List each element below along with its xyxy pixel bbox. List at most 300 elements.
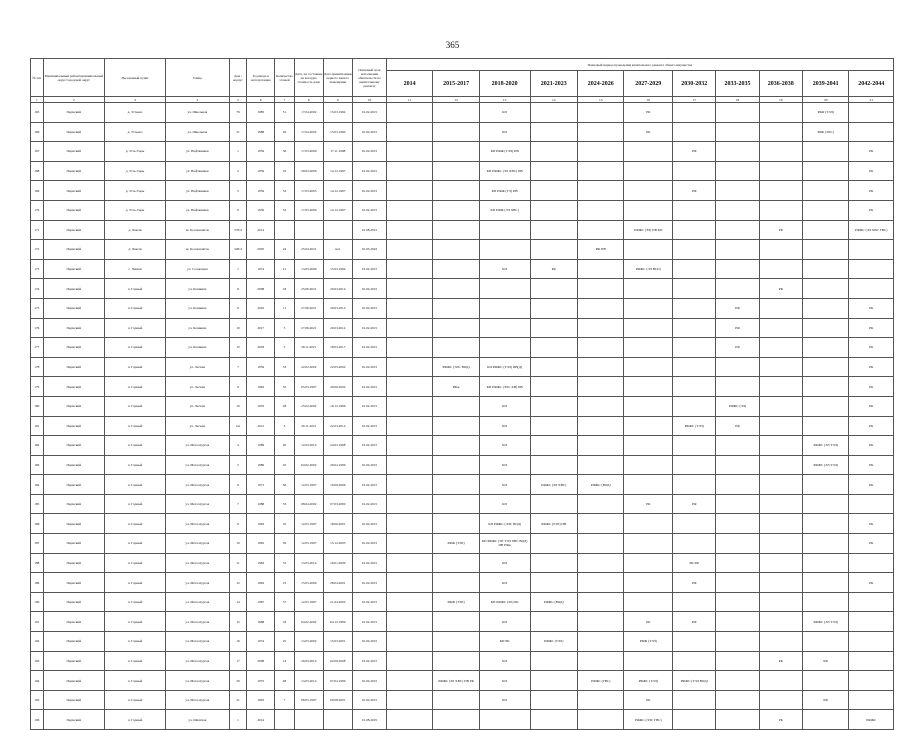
cell-period bbox=[802, 396, 848, 416]
cell-period bbox=[530, 396, 578, 416]
cell-period bbox=[386, 494, 432, 514]
cell-floors: 37 bbox=[274, 592, 294, 612]
cell-date-2: 15.03.1994 bbox=[323, 259, 353, 279]
cell-period: КП РФЖС (ТЭЛ) ПВ(Д) bbox=[479, 357, 530, 377]
cell-period bbox=[716, 103, 759, 123]
cell-period bbox=[849, 671, 894, 691]
cell-period bbox=[716, 475, 759, 495]
cell-period: КП РФЖ (ТЭ) ПВ bbox=[479, 181, 530, 201]
cell-house: 10 bbox=[229, 534, 247, 554]
cell-street: ул. Кошкина bbox=[166, 338, 229, 358]
cell-street: ул. Металлургов bbox=[166, 690, 229, 710]
cell-period bbox=[716, 122, 759, 142]
cell-house: 10 bbox=[229, 396, 247, 416]
cell-period: РК bbox=[849, 181, 894, 201]
cell-period bbox=[578, 514, 624, 534]
cell-year: 2014 bbox=[247, 220, 274, 240]
cell-settlement: п. Горный bbox=[104, 377, 165, 397]
table-row bbox=[31, 573, 894, 593]
cell-date-1: 22.02.2002 bbox=[295, 357, 324, 377]
cell-period bbox=[433, 455, 479, 475]
cell-period bbox=[673, 240, 716, 260]
cell-street: ул. Нефтяников bbox=[166, 142, 229, 162]
cell-num: 181 bbox=[31, 416, 44, 436]
cell-term: 01.02.2015 bbox=[353, 436, 387, 456]
cell-period: РФЖС (ВОД) bbox=[530, 592, 578, 612]
cell-period bbox=[386, 710, 432, 730]
cell-floors: 51 bbox=[274, 103, 294, 123]
cell-settlement: п. Горный bbox=[104, 455, 165, 475]
cell-year: 1975 bbox=[247, 671, 274, 691]
cell-period bbox=[716, 710, 759, 730]
cell-term: 01.08.2021 bbox=[353, 220, 387, 240]
cell-period bbox=[386, 200, 432, 220]
cell-house: 1 bbox=[229, 710, 247, 730]
cell-period bbox=[716, 651, 759, 671]
cell-house: 14 bbox=[229, 592, 247, 612]
cell-period bbox=[802, 573, 848, 593]
cell-period: РК РФ bbox=[673, 553, 716, 573]
cell-period bbox=[530, 671, 578, 691]
cell-period: РФ bbox=[673, 181, 716, 201]
cell-year: 2018 bbox=[247, 338, 274, 358]
cell-period bbox=[673, 161, 716, 181]
cell-period: РФЖ (ТЭЛ) bbox=[433, 592, 479, 612]
cell-period bbox=[433, 396, 479, 416]
cell-date-2: 20.03.2014 bbox=[323, 279, 353, 299]
cell-period bbox=[624, 279, 673, 299]
cell-period bbox=[759, 142, 802, 162]
cell-period bbox=[386, 553, 432, 573]
cell-period bbox=[849, 122, 894, 142]
cell-period bbox=[578, 455, 624, 475]
cell-period: КП РФЖС (ЭЛС ХВ) ПВ bbox=[479, 377, 530, 397]
cell-period bbox=[433, 612, 479, 632]
cell-period bbox=[802, 259, 848, 279]
cell-period bbox=[759, 122, 802, 142]
cell-period: РФЖС (ТЭЛ) ПВ bbox=[530, 514, 578, 534]
cell-period bbox=[530, 220, 578, 240]
cell-floors: 18 bbox=[274, 279, 294, 299]
cell-period bbox=[386, 220, 432, 240]
cell-period: РК bbox=[759, 651, 802, 671]
cell-house: 1 bbox=[229, 142, 247, 162]
cell-period bbox=[530, 122, 578, 142]
cell-period bbox=[759, 690, 802, 710]
cell-street: ул. Металлургов bbox=[166, 592, 229, 612]
cell-floors: 10 bbox=[274, 514, 294, 534]
cell-period: РФ bbox=[716, 338, 759, 358]
cell-period bbox=[530, 690, 578, 710]
cell-period bbox=[433, 122, 479, 142]
cell-period bbox=[624, 357, 673, 377]
cell-period bbox=[530, 534, 578, 554]
cell-house: 7 bbox=[229, 494, 247, 514]
column-number: 9 bbox=[323, 97, 353, 103]
column-number: 21 bbox=[849, 97, 894, 103]
cell-date-1: 15.03.2006 bbox=[295, 573, 324, 593]
cell-term: 01.08.2025 bbox=[353, 710, 387, 730]
table-row bbox=[31, 240, 894, 260]
cell-district: Пермский bbox=[43, 690, 104, 710]
cell-date-2: 15.03.1994 bbox=[323, 103, 353, 123]
cell-period bbox=[802, 357, 848, 377]
cell-period bbox=[386, 514, 432, 534]
cell-period bbox=[759, 338, 802, 358]
col-date-2: Дата приватизации первого жилого помещения bbox=[323, 59, 353, 97]
cell-district: Пермский bbox=[43, 436, 104, 456]
cell-period bbox=[624, 534, 673, 554]
cell-period bbox=[759, 396, 802, 416]
cell-district: Пермский bbox=[43, 592, 104, 612]
cell-period bbox=[479, 240, 530, 260]
cell-period bbox=[759, 200, 802, 220]
cell-period: РК bbox=[849, 318, 894, 338]
cell-period bbox=[624, 318, 673, 338]
cell-period bbox=[433, 338, 479, 358]
cell-period bbox=[673, 455, 716, 475]
cell-period bbox=[802, 671, 848, 691]
cell-period bbox=[433, 220, 479, 240]
cell-floors: 32 bbox=[274, 377, 294, 397]
cell-period bbox=[802, 200, 848, 220]
cell-settlement: п. Горный bbox=[104, 357, 165, 377]
cell-settlement: п. Горный bbox=[104, 514, 165, 534]
cell-period: РФЖС (ЭЛ ХВС) bbox=[530, 475, 578, 495]
cell-period bbox=[578, 710, 624, 730]
cell-street: ул. Металлургов bbox=[166, 671, 229, 691]
cell-num: 173 bbox=[31, 259, 44, 279]
cell-district: Пермский bbox=[43, 240, 104, 260]
cell-district: Пермский bbox=[43, 612, 104, 632]
cell-term: 01.02.2015 bbox=[353, 592, 387, 612]
cell-settlement: п. Горный bbox=[104, 690, 165, 710]
cell-period: РФЖС (ТЭЛ ВОД) bbox=[673, 671, 716, 691]
cell-term: 01.02.2015 bbox=[353, 690, 387, 710]
cell-period bbox=[759, 455, 802, 475]
cell-period bbox=[578, 200, 624, 220]
cell-period bbox=[716, 181, 759, 201]
cell-period bbox=[849, 690, 894, 710]
cell-term: 01.02.2015 bbox=[353, 338, 387, 358]
cell-street: ул. Металлургов bbox=[166, 632, 229, 652]
column-number: 13 bbox=[479, 97, 530, 103]
cell-period bbox=[530, 142, 578, 162]
cell-term: 01.02.2015 bbox=[353, 573, 387, 593]
cell-period bbox=[759, 612, 802, 632]
cell-street: ул. Школьная bbox=[166, 122, 229, 142]
cell-year: 2016 bbox=[247, 298, 274, 318]
cell-district: Пермский bbox=[43, 396, 104, 416]
cell-period bbox=[802, 592, 848, 612]
cell-period bbox=[530, 279, 578, 299]
cell-period bbox=[578, 259, 624, 279]
cell-date-2: 02.09.2008 bbox=[323, 651, 353, 671]
cell-period bbox=[716, 671, 759, 691]
cell-period: РКФ (ЭЛС) bbox=[802, 122, 848, 142]
cell-house: 326/4 bbox=[229, 240, 247, 260]
cell-date-1 bbox=[295, 710, 324, 730]
cell-period bbox=[624, 651, 673, 671]
cell-year: 1959 bbox=[247, 181, 274, 201]
cell-street: ул. Школьная bbox=[166, 103, 229, 123]
cell-settlement: д. Хмели bbox=[104, 220, 165, 240]
cell-period: РФЖ (ТЭЛ) bbox=[624, 632, 673, 652]
cell-district: Пермский bbox=[43, 200, 104, 220]
cell-date-1: 12.03.1997 bbox=[295, 592, 324, 612]
cell-period bbox=[759, 181, 802, 201]
cell-settlement: д. Усть-Тары bbox=[104, 200, 165, 220]
cell-term: 01.02.2015 bbox=[353, 632, 387, 652]
cell-date-1: 13.03.2009 bbox=[295, 259, 324, 279]
cell-date-2: 24.03.1998 bbox=[323, 436, 353, 456]
cell-district: Пермский bbox=[43, 416, 104, 436]
cell-year: 1989 bbox=[247, 436, 274, 456]
cell-term: 01.02.2015 bbox=[353, 455, 387, 475]
column-number: 3 bbox=[104, 97, 165, 103]
cell-date-2: 07.04.1999 bbox=[323, 671, 353, 691]
cell-num: 165 bbox=[31, 103, 44, 123]
cell-num: 167 bbox=[31, 142, 44, 162]
cell-period bbox=[578, 357, 624, 377]
cell-floors: 31 bbox=[274, 553, 294, 573]
cell-period: КП РК bbox=[479, 632, 530, 652]
cell-num: 196 bbox=[31, 710, 44, 730]
cell-period bbox=[433, 436, 479, 456]
cell-num: 190 bbox=[31, 592, 44, 612]
cell-period bbox=[433, 690, 479, 710]
cell-period: РФ bbox=[673, 573, 716, 593]
column-number: 11 bbox=[386, 97, 432, 103]
cell-period: КП РФЖС (ЭЛ ТЭЛ ХВС ВОД) ПВ РФж bbox=[479, 534, 530, 554]
cell-period: РК bbox=[849, 436, 894, 456]
col-date-1: Дата, на состояние на которую стоимость дана bbox=[295, 59, 324, 97]
cell-period bbox=[386, 612, 432, 632]
cell-term: 01.02.2015 bbox=[353, 553, 387, 573]
cell-period bbox=[802, 181, 848, 201]
cell-period bbox=[759, 318, 802, 338]
cell-year: 1971 bbox=[247, 475, 274, 495]
cell-period bbox=[673, 200, 716, 220]
col-year-period: 2036-2038 bbox=[759, 71, 802, 97]
cell-house: 12 bbox=[229, 338, 247, 358]
cell-period bbox=[802, 494, 848, 514]
cell-period bbox=[479, 220, 530, 240]
cell-street: ул. Металлургов bbox=[166, 494, 229, 514]
cell-date-2: 14.12.1997 bbox=[323, 200, 353, 220]
cell-period bbox=[759, 161, 802, 181]
cell-period bbox=[849, 592, 894, 612]
table-row bbox=[31, 142, 894, 162]
cell-period bbox=[578, 396, 624, 416]
cell-period bbox=[530, 181, 578, 201]
cell-num: 194 bbox=[31, 671, 44, 691]
column-number: 14 bbox=[530, 97, 578, 103]
cell-period bbox=[716, 494, 759, 514]
cell-term: 01.02.2015 bbox=[353, 651, 387, 671]
cell-house: 11 bbox=[229, 553, 247, 573]
cell-floors: 14 bbox=[274, 651, 294, 671]
cell-district: Пермский bbox=[43, 103, 104, 123]
cell-period: РК bbox=[849, 455, 894, 475]
cell-period bbox=[802, 240, 848, 260]
cell-period bbox=[673, 298, 716, 318]
cell-period bbox=[716, 259, 759, 279]
cell-date-1: 25.04.2021 bbox=[295, 240, 324, 260]
cell-floors: 33 bbox=[274, 357, 294, 377]
cell-district: Пермский bbox=[43, 298, 104, 318]
cell-num: 187 bbox=[31, 534, 44, 554]
cell-year: 1974 bbox=[247, 632, 274, 652]
cell-term: 01.03.2022 bbox=[353, 240, 387, 260]
cell-period bbox=[433, 573, 479, 593]
cell-house: 5 bbox=[229, 455, 247, 475]
column-number: 6 bbox=[247, 97, 274, 103]
cell-period: КП bbox=[479, 103, 530, 123]
cell-floors: 3 bbox=[274, 416, 294, 436]
cell-period bbox=[759, 534, 802, 554]
cell-date-1: 08.03.1997 bbox=[295, 690, 324, 710]
cell-date-2 bbox=[323, 220, 353, 240]
cell-district: Пермский bbox=[43, 651, 104, 671]
cell-date-1: 17.03.2005 bbox=[295, 181, 324, 201]
cell-period: РК bbox=[849, 142, 894, 162]
cell-period bbox=[386, 103, 432, 123]
cell-period: РФЖС (ЭЛ ТЭЛ) bbox=[802, 455, 848, 475]
table-row bbox=[31, 396, 894, 416]
cell-date-2: 10.09.2006 bbox=[323, 475, 353, 495]
cell-district: Пермский bbox=[43, 475, 104, 495]
cell-period: РК bbox=[849, 200, 894, 220]
cell-period: РК bbox=[849, 573, 894, 593]
cell-period: КП bbox=[479, 475, 530, 495]
cell-floors bbox=[274, 710, 294, 730]
cell-period bbox=[802, 416, 848, 436]
table-row bbox=[31, 553, 894, 573]
cell-period bbox=[578, 553, 624, 573]
col-year-period: 2027-2029 bbox=[624, 71, 673, 97]
table-row bbox=[31, 651, 894, 671]
column-number: 5 bbox=[229, 97, 247, 103]
cell-street: ул. Нефтяников bbox=[166, 161, 229, 181]
cell-period bbox=[624, 416, 673, 436]
cell-district: Пермский bbox=[43, 534, 104, 554]
cell-num: 192 bbox=[31, 632, 44, 652]
cell-house: 6 bbox=[229, 475, 247, 495]
cell-district: Пермский bbox=[43, 455, 104, 475]
table-row bbox=[31, 671, 894, 691]
cell-settlement: п. Горный bbox=[104, 671, 165, 691]
cell-period bbox=[716, 279, 759, 299]
cell-settlement: п. Горный bbox=[104, 396, 165, 416]
cell-house: 6 bbox=[229, 200, 247, 220]
cell-period: РК bbox=[849, 416, 894, 436]
cell-term: 01.02.2015 bbox=[353, 161, 387, 181]
cell-period bbox=[433, 181, 479, 201]
cell-district: Пермский bbox=[43, 357, 104, 377]
cell-date-2: 16.01.2000 bbox=[323, 553, 353, 573]
cell-house: 2 bbox=[229, 161, 247, 181]
cell-period bbox=[716, 377, 759, 397]
cell-period bbox=[759, 103, 802, 123]
cell-period bbox=[624, 514, 673, 534]
cell-period bbox=[578, 338, 624, 358]
cell-period bbox=[716, 240, 759, 260]
column-number: 17 bbox=[673, 97, 716, 103]
cell-period bbox=[759, 416, 802, 436]
cell-date-1: 29.11.2021 bbox=[295, 338, 324, 358]
cell-period: РК bbox=[624, 690, 673, 710]
cell-period bbox=[578, 220, 624, 240]
cell-date-2: 18.06.2001 bbox=[323, 514, 353, 534]
cell-district: Пермский bbox=[43, 318, 104, 338]
cell-period bbox=[578, 142, 624, 162]
col-year-period: 2033-2035 bbox=[716, 71, 759, 97]
cell-period: РФ bbox=[716, 298, 759, 318]
cell-date-2: 22.03.2014 bbox=[323, 416, 353, 436]
cell-floors: 26 bbox=[274, 122, 294, 142]
cell-period: РК bbox=[849, 338, 894, 358]
cell-street: ул. Лесная bbox=[166, 377, 229, 397]
cell-period bbox=[386, 416, 432, 436]
cell-date-1: 17.04.2002 bbox=[295, 122, 324, 142]
page-number: 365 bbox=[445, 40, 460, 50]
cell-period: КП РФЖС (ЭЛС ВОД) bbox=[479, 514, 530, 534]
cell-term: 01.02.2015 bbox=[353, 494, 387, 514]
cell-date-1: 12.03.1997 bbox=[295, 514, 324, 534]
cell-district: Пермский bbox=[43, 632, 104, 652]
cell-year: 1992 bbox=[247, 573, 274, 593]
cell-floors: 10 bbox=[274, 455, 294, 475]
cell-period: РФЖС (ТЭЛ) bbox=[530, 632, 578, 652]
table-row bbox=[31, 220, 894, 240]
cell-date-1: 29.03.2014 bbox=[295, 651, 324, 671]
cell-district: Пермский bbox=[43, 220, 104, 240]
table-row bbox=[31, 592, 894, 612]
cell-period bbox=[386, 240, 432, 260]
cell-period bbox=[386, 651, 432, 671]
cell-period bbox=[479, 298, 530, 318]
cell-period bbox=[624, 338, 673, 358]
column-number: 20 bbox=[802, 97, 848, 103]
cell-date-2: 16.12.1996 bbox=[323, 396, 353, 416]
cell-period bbox=[530, 494, 578, 514]
cell-street: ш. Космонавтов bbox=[166, 240, 229, 260]
cell-period bbox=[673, 632, 716, 652]
cell-period bbox=[386, 181, 432, 201]
cell-street: ул. Металлургов bbox=[166, 651, 229, 671]
cell-house: 15 bbox=[229, 612, 247, 632]
cell-street: ул. Металлургов bbox=[166, 514, 229, 534]
cell-period: РК bbox=[849, 475, 894, 495]
cell-floors: 33 bbox=[274, 494, 294, 514]
cell-floors: 5 bbox=[274, 338, 294, 358]
cell-period: КП bbox=[479, 690, 530, 710]
cell-period bbox=[624, 240, 673, 260]
cell-period bbox=[530, 573, 578, 593]
table-row bbox=[31, 436, 894, 456]
cell-floors: 36 bbox=[274, 142, 294, 162]
cell-period bbox=[530, 436, 578, 456]
cell-house: 8 bbox=[229, 298, 247, 318]
cell-period bbox=[759, 377, 802, 397]
table-row bbox=[31, 357, 894, 377]
cell-house: 9 bbox=[229, 377, 247, 397]
cell-period bbox=[479, 338, 530, 358]
col-year-period: 2021-2023 bbox=[530, 71, 578, 97]
cell-date-1: 12.03.2014 bbox=[295, 436, 324, 456]
col-year-period: 2024-2026 bbox=[578, 71, 624, 97]
